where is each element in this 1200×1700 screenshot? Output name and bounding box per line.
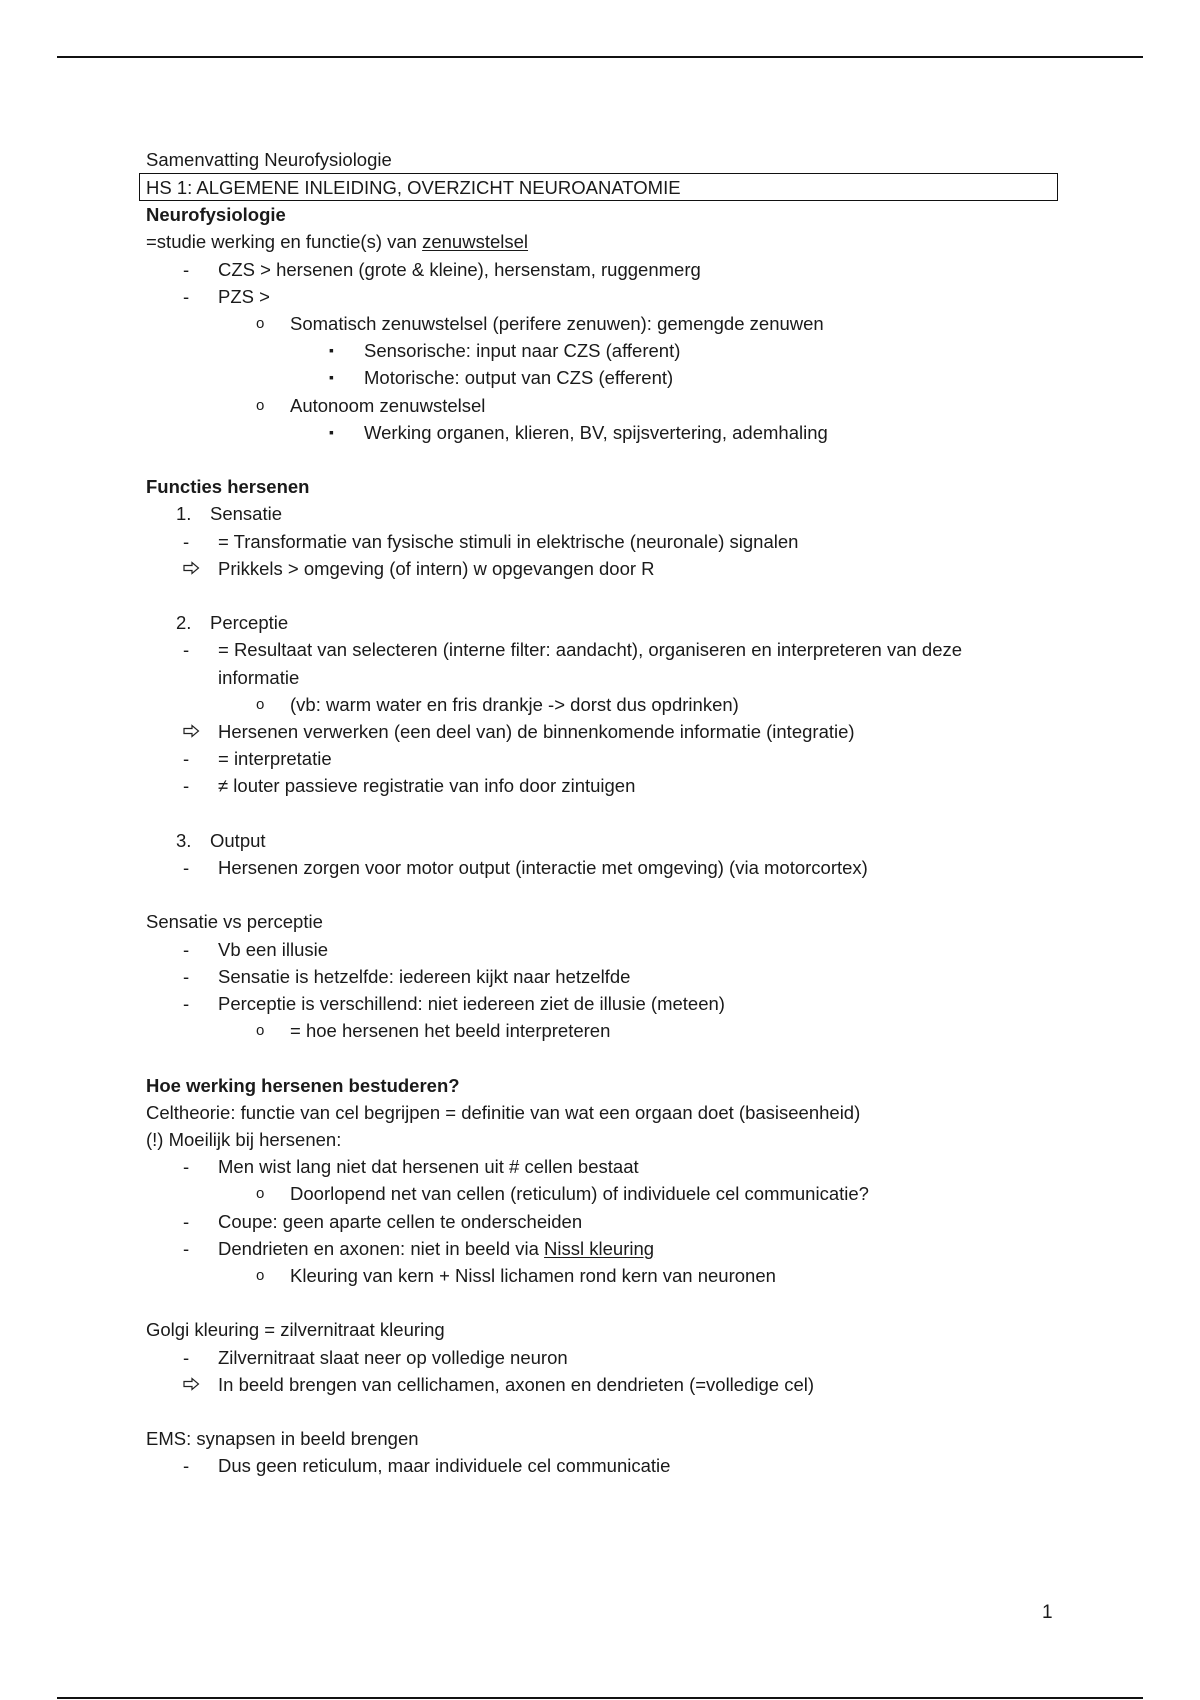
list-item: [146, 1180, 1066, 1207]
list-item: [146, 745, 1066, 772]
section-heading-golgi: Golgi kleuring = zilvernitraat kleuring: [146, 1319, 445, 1341]
section-heading-sensatie-vs-perceptie: Sensatie vs perceptie: [146, 911, 323, 933]
numbered-item-output: [146, 827, 1066, 854]
dash-bullet: -: [183, 965, 190, 987]
list-item-text: Hersenen zorgen voor motor output (interactie met omgeving) (via motorcortex): [218, 857, 868, 879]
list-item: [146, 854, 1066, 881]
spacer: [146, 881, 1066, 908]
section-heading-bestuderen: Hoe werking hersenen bestuderen?: [146, 1074, 460, 1096]
circle-bullet: o: [256, 315, 265, 333]
list-item-text: Coupe: geen aparte cellen te onderscheiden: [218, 1210, 583, 1232]
list-item-text: Somatisch zenuwstelsel (perifere zenuwen): gemengde zenuwen: [290, 313, 824, 335]
dash-bullet: -: [183, 1237, 190, 1259]
list-item-somatisch: [146, 310, 1066, 337]
list-item: [146, 1017, 1066, 1044]
paragraph-celtheorie: Celtheorie: functie van cel begrijpen = definitie van wat een orgaan doet (basiseenheid): [146, 1101, 861, 1123]
spacer: [146, 1289, 1066, 1316]
list-item-text: Sensatie is hetzelfde: iedereen kijkt naar hetzelfde: [218, 965, 631, 987]
list-item-text: Zilvernitraat slaat neer op volledige neuron: [218, 1346, 568, 1368]
list-item-text: ≠ louter passieve registratie van info door zintuigen: [218, 775, 636, 797]
dash-bullet: -: [183, 258, 190, 280]
square-bullet: ▪: [329, 423, 334, 440]
spacer: [146, 446, 1066, 473]
circle-bullet: o: [256, 695, 265, 713]
square-bullet: ▪: [329, 369, 334, 386]
item-label: Perceptie: [210, 612, 289, 634]
list-item-text: Hersenen verwerken (een deel van) de binnenkomende informatie (integratie): [218, 721, 855, 743]
list-item: [146, 936, 1066, 963]
chapter-heading-box: HS 1: ALGEMENE INLEIDING, OVERZICHT NEUROANATOMIE: [139, 173, 1058, 201]
item-number: 3.: [176, 829, 192, 851]
list-item-text: Perceptie is verschillend: niet iedereen ziet de illusie (meteen): [218, 993, 725, 1015]
dash-bullet: -: [183, 857, 190, 879]
list-item: [146, 1153, 1066, 1180]
list-item-text: CZS > hersenen (grote & kleine), hersenstam, ruggenmerg: [218, 258, 701, 280]
dash-bullet: -: [183, 1210, 190, 1232]
list-item-pzs: [146, 283, 1066, 310]
list-item-text: (vb: warm water en fris drankje -> dorst dus opdrinken): [290, 693, 739, 715]
list-item-text: In beeld brengen van cellichamen, axonen en dendrieten (=volledige cel): [218, 1373, 815, 1395]
list-item: [146, 1344, 1066, 1371]
list-item-text: = Resultaat van selecteren (interne filter: aandacht), organiseren en interpreteren van deze informatie: [218, 639, 963, 688]
dash-bullet: -: [183, 748, 190, 770]
section-heading-functies: Functies hersenen: [146, 476, 310, 498]
list-item-vb: [146, 691, 1066, 718]
document-title: Samenvatting Neurofysiologie: [146, 149, 392, 170]
item-label: Sensatie: [210, 503, 282, 525]
list-item-text: Prikkels > omgeving (of intern) w opgevangen door R: [218, 557, 655, 579]
page-number: 1: [1042, 1602, 1053, 1623]
circle-bullet: o: [256, 1267, 265, 1285]
dash-bullet: -: [183, 993, 190, 1015]
list-item-text: Autonoom zenuwstelsel: [290, 394, 486, 416]
dash-bullet: -: [183, 1455, 190, 1477]
circle-bullet: o: [256, 396, 265, 414]
list-item-text: = Transformatie van fysische stimuli in elektrische (neuronale) signalen: [218, 530, 799, 552]
list-item: [146, 772, 1066, 799]
list-item-arrow: [146, 1371, 1066, 1398]
header-rule: [57, 56, 1143, 58]
arrow-right-outline-icon: [183, 724, 200, 738]
dash-bullet: -: [183, 1156, 190, 1178]
list-item-text: Men wist lang niet dat hersenen uit # cellen bestaat: [218, 1156, 639, 1178]
list-item: [146, 990, 1066, 1017]
list-item-text: Dus geen reticulum, maar individuele cel communicatie: [218, 1455, 671, 1477]
list-item-arrow: [146, 555, 1066, 582]
list-item: [146, 1452, 1066, 1479]
dash-bullet: -: [183, 639, 190, 661]
spacer: [146, 800, 1066, 827]
footer-rule: [57, 1697, 1143, 1699]
dash-bullet: -: [183, 775, 190, 797]
circle-bullet: o: [256, 1022, 265, 1040]
zenuwstelsel-link: zenuwstelsel: [422, 231, 529, 253]
list-item-text: Motorische: output van CZS (efferent): [364, 367, 674, 389]
item-number: 1.: [176, 503, 192, 525]
spacer: [146, 1398, 1066, 1425]
list-item-autonoom: [146, 392, 1066, 419]
dash-bullet: -: [183, 530, 190, 552]
dash-bullet: -: [183, 1346, 190, 1368]
list-item-text: PZS >: [218, 285, 270, 307]
dash-bullet: -: [183, 938, 190, 960]
nissl-kleuring-link: Nissl kleuring: [544, 1237, 655, 1259]
item-label: Output: [210, 829, 266, 851]
list-item-sensorisch: [146, 337, 1066, 364]
list-item-text: = hoe hersenen het beeld interpreteren: [290, 1020, 611, 1042]
numbered-item-sensatie: [146, 500, 1066, 527]
list-item: [146, 1262, 1066, 1289]
list-item: [146, 1235, 1066, 1262]
definition-line: [146, 228, 1066, 255]
list-item-text: Doorlopend net van cellen (reticulum) of individuele cel communicatie?: [290, 1183, 869, 1205]
arrow-right-outline-icon: [183, 1377, 200, 1391]
circle-bullet: o: [256, 1185, 265, 1203]
list-item: [146, 528, 1066, 555]
list-item-text: Kleuring van kern + Nissl lichamen rond kern van neuronen: [290, 1265, 776, 1287]
numbered-item-perceptie: [146, 609, 1066, 636]
spacer: [146, 1044, 1066, 1071]
list-item-arrow: [146, 718, 1066, 745]
list-item: [146, 636, 1038, 690]
section-heading-neurofysiologie: Neurofysiologie: [146, 204, 286, 226]
spacer: [146, 582, 1066, 609]
list-item-text: Sensorische: input naar CZS (afferent): [364, 340, 681, 362]
dash-bullet: -: [183, 285, 190, 307]
square-bullet: ▪: [329, 342, 334, 359]
arrow-right-outline-icon: [183, 561, 200, 575]
section-heading-ems: EMS: synapsen in beeld brengen: [146, 1428, 419, 1450]
list-item-czs: [146, 256, 1066, 283]
paragraph-moeilijk: (!) Moeilijk bij hersenen:: [146, 1129, 342, 1151]
document-body: [146, 146, 1066, 1480]
item-number: 2.: [176, 612, 192, 634]
list-item-text: Vb een illusie: [218, 938, 329, 960]
list-item-text: Werking organen, klieren, BV, spijsvertering, ademhaling: [364, 421, 828, 443]
list-item: [146, 1208, 1066, 1235]
list-item-text: Dendrieten en axonen: niet in beeld via: [218, 1237, 545, 1259]
list-item-text: = interpretatie: [218, 748, 332, 770]
list-item: [146, 963, 1066, 990]
definition-text: =studie werking en functie(s) van: [146, 231, 423, 253]
list-item-werking: [146, 419, 1066, 446]
list-item-motorisch: [146, 364, 1066, 391]
